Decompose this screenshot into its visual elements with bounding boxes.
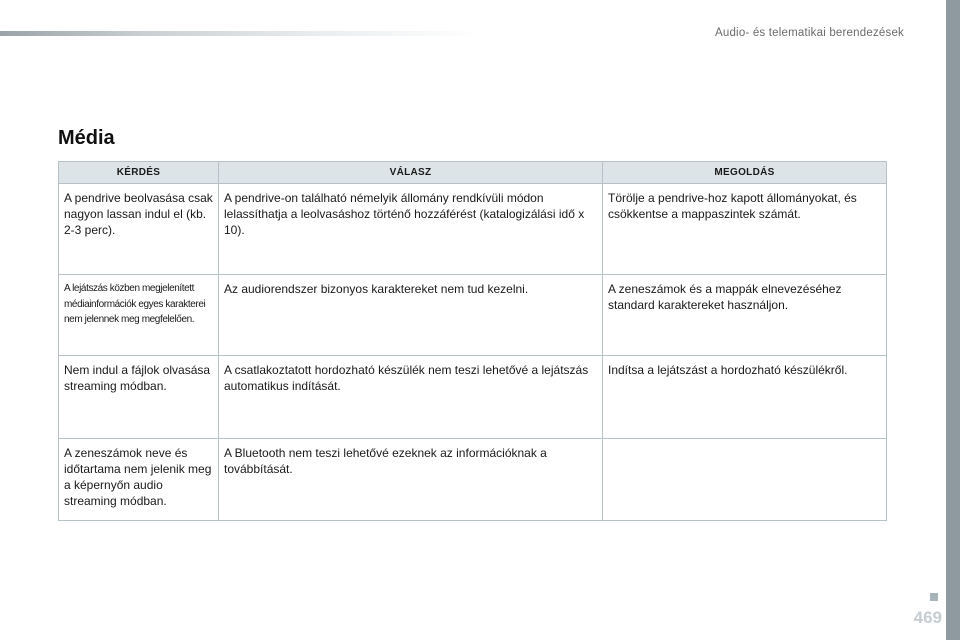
page-number: 469 — [913, 608, 942, 627]
solution-cell: Indítsa a lejátszást a hordozható készülékről. — [603, 356, 887, 439]
solution-cell: A zeneszámok és a mappák elnevezéséhez standard karaktereket használjon. — [603, 275, 887, 356]
column-header-solution: MEGOLDÁS — [603, 162, 887, 184]
question-cell: A pendrive beolvasása csak nagyon lassan indul el (kb. 2-3 perc). — [59, 184, 219, 275]
question-cell: Nem indul a fájlok olvasása streaming módban. — [59, 356, 219, 439]
question-cell: A lejátszás közben megjelenített médiainformációk egyes karakterei nem jelennek meg megfelelően. — [59, 275, 219, 356]
solution-cell — [603, 439, 887, 521]
faq-table — [58, 161, 887, 521]
question-cell: A zeneszámok neve és időtartama nem jelenik meg a képernyőn audio streaming módban. — [59, 439, 219, 521]
answer-cell: A Bluetooth nem teszi lehetővé ezeknek az információknak a továbbítását. — [219, 439, 603, 521]
answer-cell: A pendrive-on található némelyik állomány rendkívüli módon lelassíthatja a leolvasáshoz történő hozzáférést (katalogizálási idő x 10). — [219, 184, 603, 275]
answer-cell: Az audiorendszer bizonyos karaktereket nem tud kezelni. — [219, 275, 603, 356]
table-row — [59, 439, 887, 521]
page-marker — [930, 593, 938, 601]
section-title: Média — [58, 127, 115, 149]
table-row — [59, 356, 887, 439]
header-decoration-bar — [0, 31, 480, 36]
chapter-title: Audio- és telematikai berendezések — [715, 27, 904, 39]
solution-cell: Törölje a pendrive-hoz kapott állományokat, és csökkentse a mappaszintek számát. — [603, 184, 887, 275]
answer-cell: A csatlakoztatott hordozható készülék nem teszi lehetővé a lejátszás automatikus indítását. — [219, 356, 603, 439]
table-header-row — [59, 162, 887, 184]
table-row — [59, 184, 887, 275]
side-tab-strip — [946, 0, 960, 640]
table-row — [59, 275, 887, 356]
column-header-answer: VÁLASZ — [219, 162, 603, 184]
column-header-question: KÉRDÉS — [59, 162, 219, 184]
